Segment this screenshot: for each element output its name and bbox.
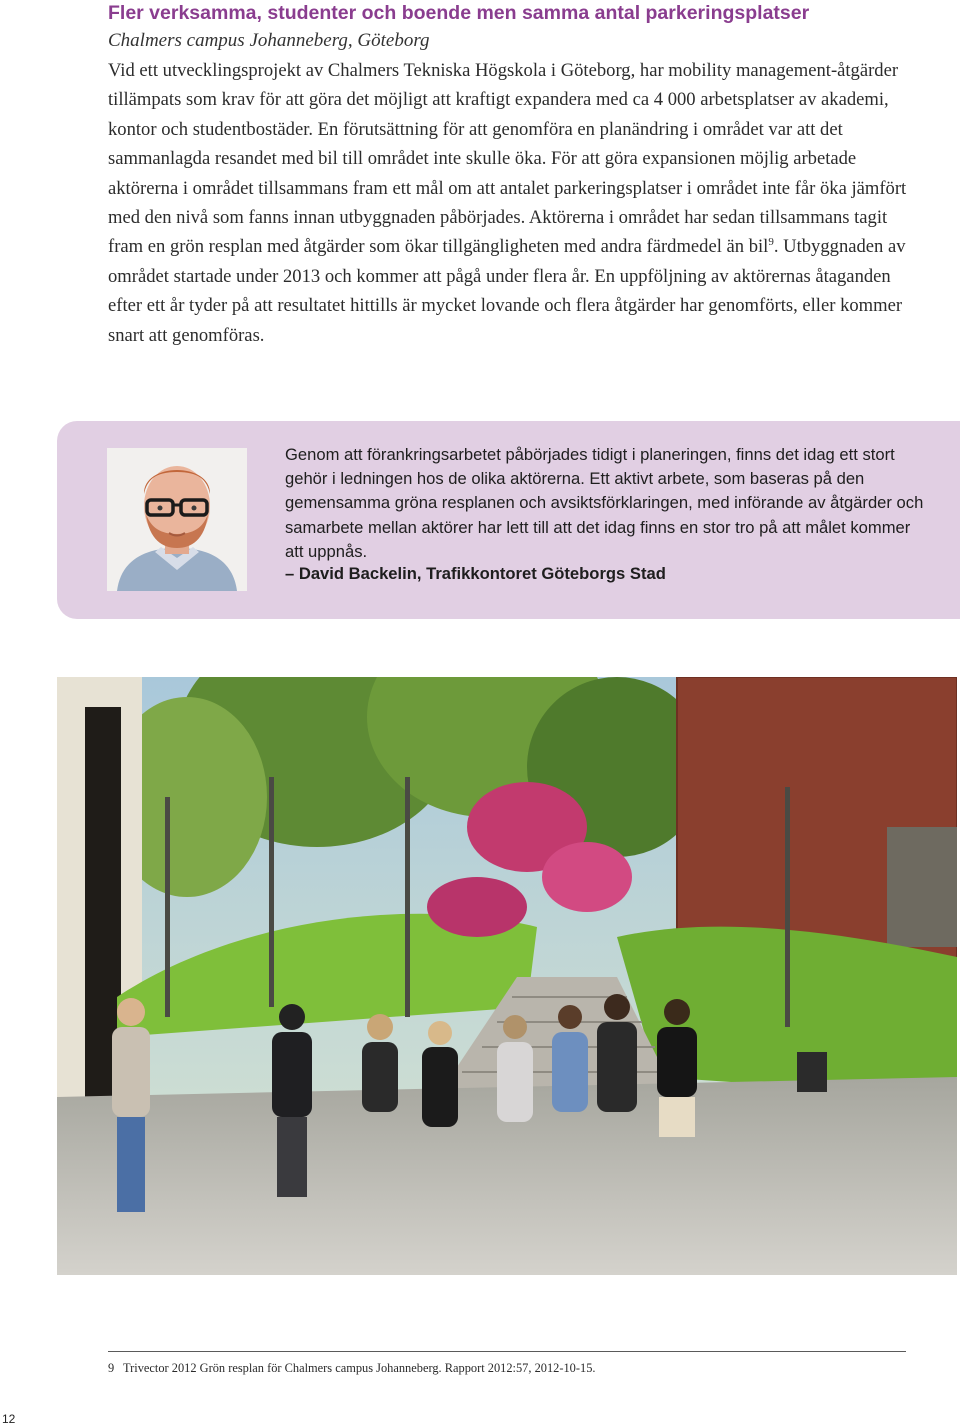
footnote-reference[interactable]: 9	[768, 236, 774, 249]
body-paragraph	[108, 56, 920, 350]
article-subheading: Chalmers campus Johanneberg, Göteborg	[108, 30, 430, 51]
campus-photo	[57, 677, 957, 1275]
footnote-number: 9	[108, 1361, 115, 1375]
article-heading: Fler verksamma, studenter och boende men samma antal parkeringsplatser	[108, 2, 810, 24]
footnote-text: Trivector 2012 Grön resplan för Chalmers campus Johanneberg. Rapport 2012:57, 2012-10-15.	[123, 1361, 596, 1375]
footnote-divider	[108, 1351, 906, 1352]
body-text-part-1: Vid ett utvecklingsprojekt av Chalmers Tekniska Högskola i Göteborg, har mobility management-åtgärder tillämpats som krav för att göra det möjligt att kraftigt expandera med ca 4 000 arbetsplatser av akademi, kontor och studentbostäder. En förutsättning för att genomföra en planändring i området var att det sammanlagda resandet med bil till området inte skulle öka. För att göra expansionen möjlig arbetade aktörerna i området tillsammans fram ett mål om att antalet parkeringsplatser i området inte får öka jämfört med den nivå som fanns innan utbyggnaden påbörjades. Aktörerna i området har sedan tillsammans tagit fram en grön resplan med åtgärder som ökar tillgängligheten med andra färdmedel än bil	[108, 60, 907, 258]
footnote	[108, 1361, 595, 1376]
portrait-illustration	[107, 448, 247, 591]
quote-box	[57, 421, 960, 619]
quote-author: – David Backelin, Trafikkontoret Göteborgs Stad	[285, 564, 666, 583]
body-text-part-2: . Utbyggnaden av området startade under 2013 och kommer att pågå under flera år. En uppföljning av aktörernas åtaganden efter ett år tyder på att resultatet hittills är mycket lovande och flera åtgärder har genomförts, eller kommer snart att genomföras.	[108, 236, 906, 346]
portrait-photo	[107, 448, 247, 591]
quote-text: Genom att förankringsarbetet påbörjades tidigt i planeringen, finns det idag ett stort gehör i ledningen hos de olika aktörerna. Ett aktivt arbete, som baseras på den gemensamma gröna resplanen och avsiktsförklaringen, med införande av åtgärder och samarbete mellan aktörer har lett till att det idag finns en stor tro på att målet kommer att uppnås.	[285, 445, 924, 561]
page-number: 12	[2, 1412, 16, 1426]
campus-scene-illustration	[57, 677, 957, 1275]
